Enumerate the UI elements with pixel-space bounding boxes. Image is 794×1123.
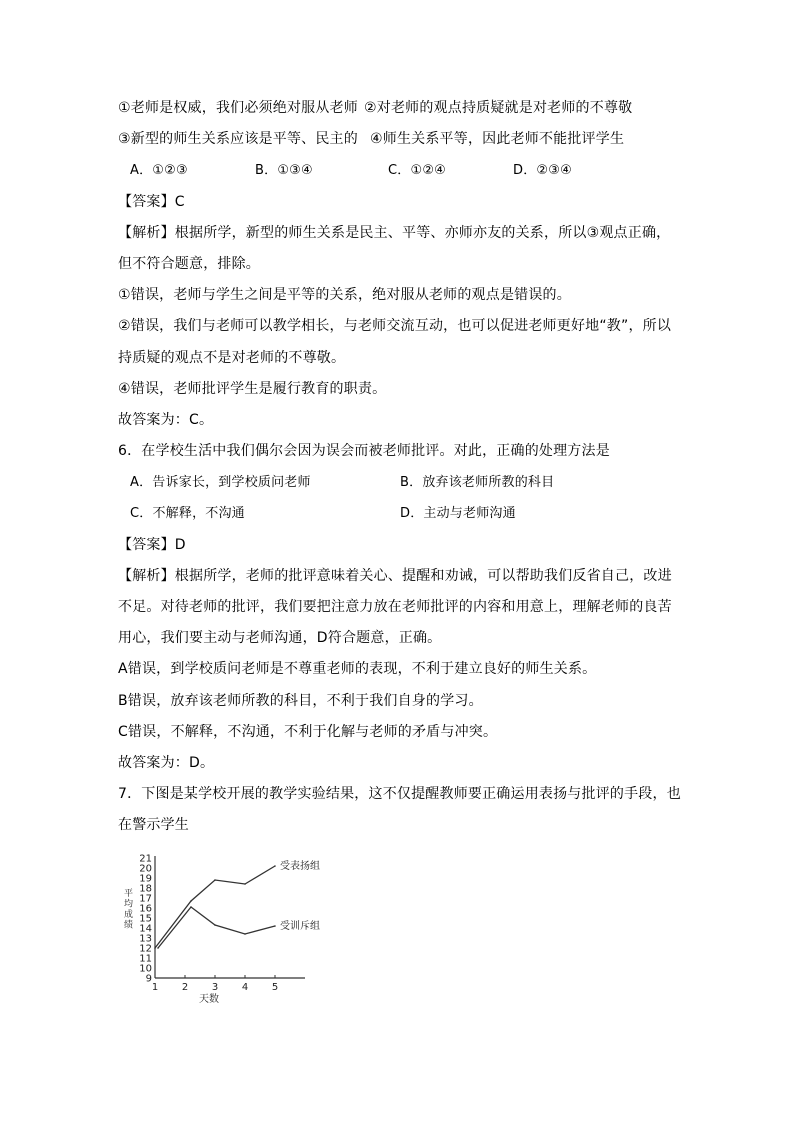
series-line-1 <box>155 866 275 948</box>
q6-analysis-6: C错误，不解释，不沟通，不利于化解与老师的矛盾与冲突。 <box>118 723 498 740</box>
q5-analysis-3: ①错误，老师与学生之间是平等的关系，绝对服从老师的观点是错误的。 <box>118 287 571 304</box>
y-tick-label: 14 <box>139 923 152 935</box>
statement-1: ①老师是权威，我们必须绝对服从老师 <box>118 100 358 116</box>
q5-options <box>118 155 688 186</box>
statement-2: ②对老师的观点持质疑就是对老师的不尊敬 <box>364 100 633 116</box>
x-tick-label: 2 <box>181 982 189 993</box>
y-axis-label: 平均成绩 <box>122 888 132 930</box>
x-tick-label: 3 <box>211 982 219 993</box>
q5-statements-row-2 <box>118 124 688 155</box>
data-point <box>244 883 246 885</box>
data-point <box>214 924 216 926</box>
data-point <box>157 947 159 949</box>
y-tick-label: 18 <box>139 883 152 895</box>
series-label-2: 受训斥组 <box>280 921 320 932</box>
x-tick-label: 5 <box>271 982 279 993</box>
option-b: B．放弃该老师所教的科目 <box>400 475 555 491</box>
q5-statements-row-1 <box>118 93 688 124</box>
q5-analysis-5: 持质疑的观点不是对老师的不尊敬。 <box>118 349 346 366</box>
line-chart <box>110 850 350 1010</box>
q6-options-row-1 <box>118 467 688 498</box>
y-tick-label: 21 <box>139 853 152 865</box>
y-tick-label: 16 <box>139 903 152 915</box>
q6-analysis-4: A错误，到学校质问老师是不尊重老师的表现，不利于建立良好的师生关系。 <box>118 661 597 678</box>
y-tick-label: 15 <box>139 913 152 925</box>
document-body <box>118 93 688 842</box>
data-point <box>244 933 246 935</box>
series-label-1: 受表扬组 <box>280 861 320 872</box>
q7-question-2: 在警示学生 <box>118 817 189 834</box>
y-tick-label: 11 <box>139 953 152 965</box>
x-tick-label: 4 <box>241 982 249 993</box>
option-c: C．不解释，不沟通 <box>130 506 245 522</box>
y-tick-label: 20 <box>139 863 152 875</box>
q5-answer: 【答案】C <box>118 193 185 210</box>
q5-analysis-1: 【解析】根据所学，新型的师生关系是民主、平等、亦师亦友的关系，所以③观点正确， <box>118 224 671 241</box>
q5-analysis-6: ④错误，老师批评学生是履行教育的职责。 <box>118 380 387 397</box>
option-d: D．②③④ <box>513 163 572 179</box>
q7-question-1: 7．下图是某学校开展的教学实验结果，这不仅提醒教师要正确运用表扬与批评的手段，也 <box>118 786 681 803</box>
statement-3: ③新型的师生关系应该是平等、民主的 <box>118 131 358 148</box>
data-point <box>190 900 192 902</box>
statement-4: ④师生关系平等，因此老师不能批评学生 <box>370 131 625 148</box>
data-point <box>154 947 156 949</box>
series-line-2 <box>158 907 275 948</box>
y-tick-label: 13 <box>139 933 152 945</box>
option-c: C．①②④ <box>388 163 447 179</box>
x-tick-label: 1 <box>151 982 159 993</box>
q6-question: 6．在学校生活中我们偶尔会因为误会而被老师批评。对此，正确的处理方法是 <box>118 443 610 460</box>
q6-answer: 【答案】D <box>118 536 186 553</box>
data-point <box>274 925 276 927</box>
y-tick-label: 12 <box>139 943 152 955</box>
option-d: D．主动与老师沟通 <box>400 506 516 522</box>
q6-options-row-2 <box>118 498 688 529</box>
y-tick-label: 19 <box>139 873 152 885</box>
y-tick-label: 10 <box>139 963 152 975</box>
q5-analysis-2: 但不符合题意，排除。 <box>118 255 260 272</box>
q5-analysis-4: ②错误，我们与老师可以教学相长，与老师交流互动，也可以促进老师更好地“教”，所以 <box>118 318 672 335</box>
q5-analysis-7: 故答案为：C。 <box>118 411 214 428</box>
data-point <box>274 865 276 867</box>
option-a: A．告诉家长，到学校质问老师 <box>130 475 311 491</box>
q6-analysis-1: 【解析】根据所学，老师的批评意味着关心、提醒和劝诫，可以帮助我们反省自己，改进 <box>118 567 672 584</box>
data-point <box>190 906 192 908</box>
option-b: B．①③④ <box>255 163 313 179</box>
q6-analysis-7: 故答案为：D。 <box>118 754 215 771</box>
data-point <box>214 879 216 881</box>
y-tick-label: 17 <box>139 893 152 905</box>
x-axis-label: 天数 <box>199 994 219 1005</box>
q6-analysis-3: 用心，我们要主动与老师沟通，D符合题意，正确。 <box>118 630 442 647</box>
option-a: A．①②③ <box>130 163 188 179</box>
y-tick-label: 9 <box>145 973 152 985</box>
q6-analysis-2: 不足。对待老师的批评，我们要把注意力放在老师批评的内容和用意上，理解老师的良苦 <box>118 599 672 615</box>
q6-analysis-5: B错误，放弃该老师所教的科目，不利于我们自身的学习。 <box>118 692 483 709</box>
